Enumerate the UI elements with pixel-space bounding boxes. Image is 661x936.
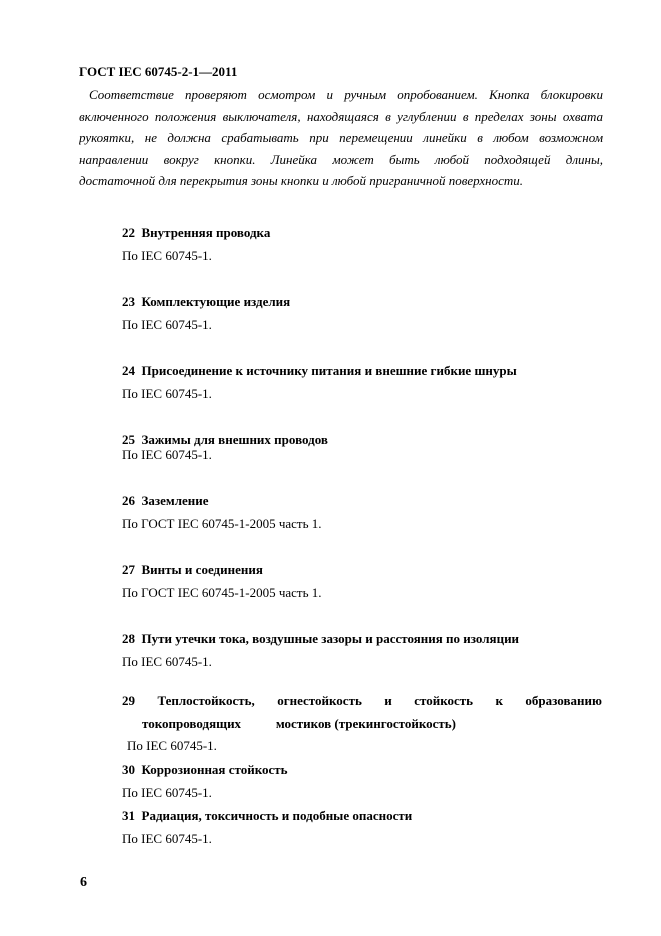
heading-word: к [495, 693, 503, 708]
intro-line: достаточной для перекрытия зоны кнопки и любой приграничной поверхности. [79, 173, 523, 188]
section-title: Радиация, токсичность и подобные опасности [141, 808, 413, 823]
section-31-heading [122, 808, 412, 824]
section-number: 22 [122, 225, 135, 240]
section-title: Внутренняя проводка [141, 225, 271, 240]
section-number: 26 [122, 493, 135, 508]
section-number: 24 [122, 363, 135, 378]
section-28-heading [122, 631, 519, 647]
heading-word: огнестойкость [277, 693, 362, 708]
section-27-body: По ГОСТ IEC 60745-1-2005 часть 1. [122, 585, 322, 600]
intro-paragraph [79, 84, 603, 192]
heading-word: токопроводящих [142, 716, 242, 731]
section-28-body: По IEC 60745-1. [122, 654, 212, 669]
heading-word: Теплостойкость, [157, 693, 255, 708]
section-number: 25 [122, 432, 135, 447]
section-22-heading [122, 225, 270, 241]
section-30-body: По IEC 60745-1. [122, 785, 212, 800]
section-title: Комплектующие изделия [141, 294, 291, 309]
section-number: 31 [122, 808, 135, 823]
section-29-heading-line2 [142, 716, 456, 732]
section-number: 28 [122, 631, 135, 646]
heading-word: мостиков (трекингостойкость) [275, 716, 456, 731]
intro-line: направлении вокруг кнопки. Линейка может быть любой подходящей длины, [79, 151, 603, 167]
document-header: ГОСТ IEC 60745-2-1—2011 [79, 64, 238, 79]
section-22-body: По IEC 60745-1. [122, 248, 212, 263]
section-title: Коррозионная стойкость [141, 762, 288, 777]
section-29-heading-line1 [122, 693, 602, 709]
section-24-heading [122, 363, 517, 379]
section-number: 23 [122, 294, 135, 309]
section-title: Зажимы для внешних проводов [141, 432, 328, 447]
heading-word: стойкость [414, 693, 474, 708]
section-29-body: По IEC 60745-1. [127, 738, 217, 753]
section-23-body: По IEC 60745-1. [122, 317, 212, 332]
section-number: 29 [122, 693, 135, 708]
intro-line: Соответствие проверяют осмотром и ручным опробованием. Кнопка блокировки [89, 87, 603, 102]
section-24-body: По IEC 60745-1. [122, 386, 212, 401]
section-30-heading [122, 762, 288, 778]
section-26-body: По ГОСТ IEC 60745-1-2005 часть 1. [122, 516, 322, 531]
heading-word: и [384, 693, 392, 708]
intro-line: рукоятки, не должна срабатывать при перемещении линейки в любом возможном [79, 130, 603, 145]
heading-word: образованию [525, 693, 602, 708]
section-number: 27 [122, 562, 135, 577]
section-title: Пути утечки тока, воздушные зазоры и расстояния по изоляции [141, 631, 520, 646]
section-number: 30 [122, 762, 135, 777]
section-title: Заземление [141, 493, 209, 508]
section-25-body: По IEC 60745-1. [122, 447, 212, 462]
section-title: Присоединение к источнику питания и внешние гибкие шнуры [141, 363, 517, 378]
section-title: Винты и соединения [141, 562, 263, 577]
intro-line: включенного положения выключателя, находящаяся в углублении в пределах зоны охвата [79, 108, 603, 124]
page-number: 6 [80, 875, 87, 890]
section-31-body: По IEC 60745-1. [122, 831, 212, 846]
section-25-heading [122, 432, 328, 448]
section-23-heading [122, 294, 290, 310]
section-27-heading [122, 562, 263, 578]
section-26-heading [122, 493, 209, 509]
